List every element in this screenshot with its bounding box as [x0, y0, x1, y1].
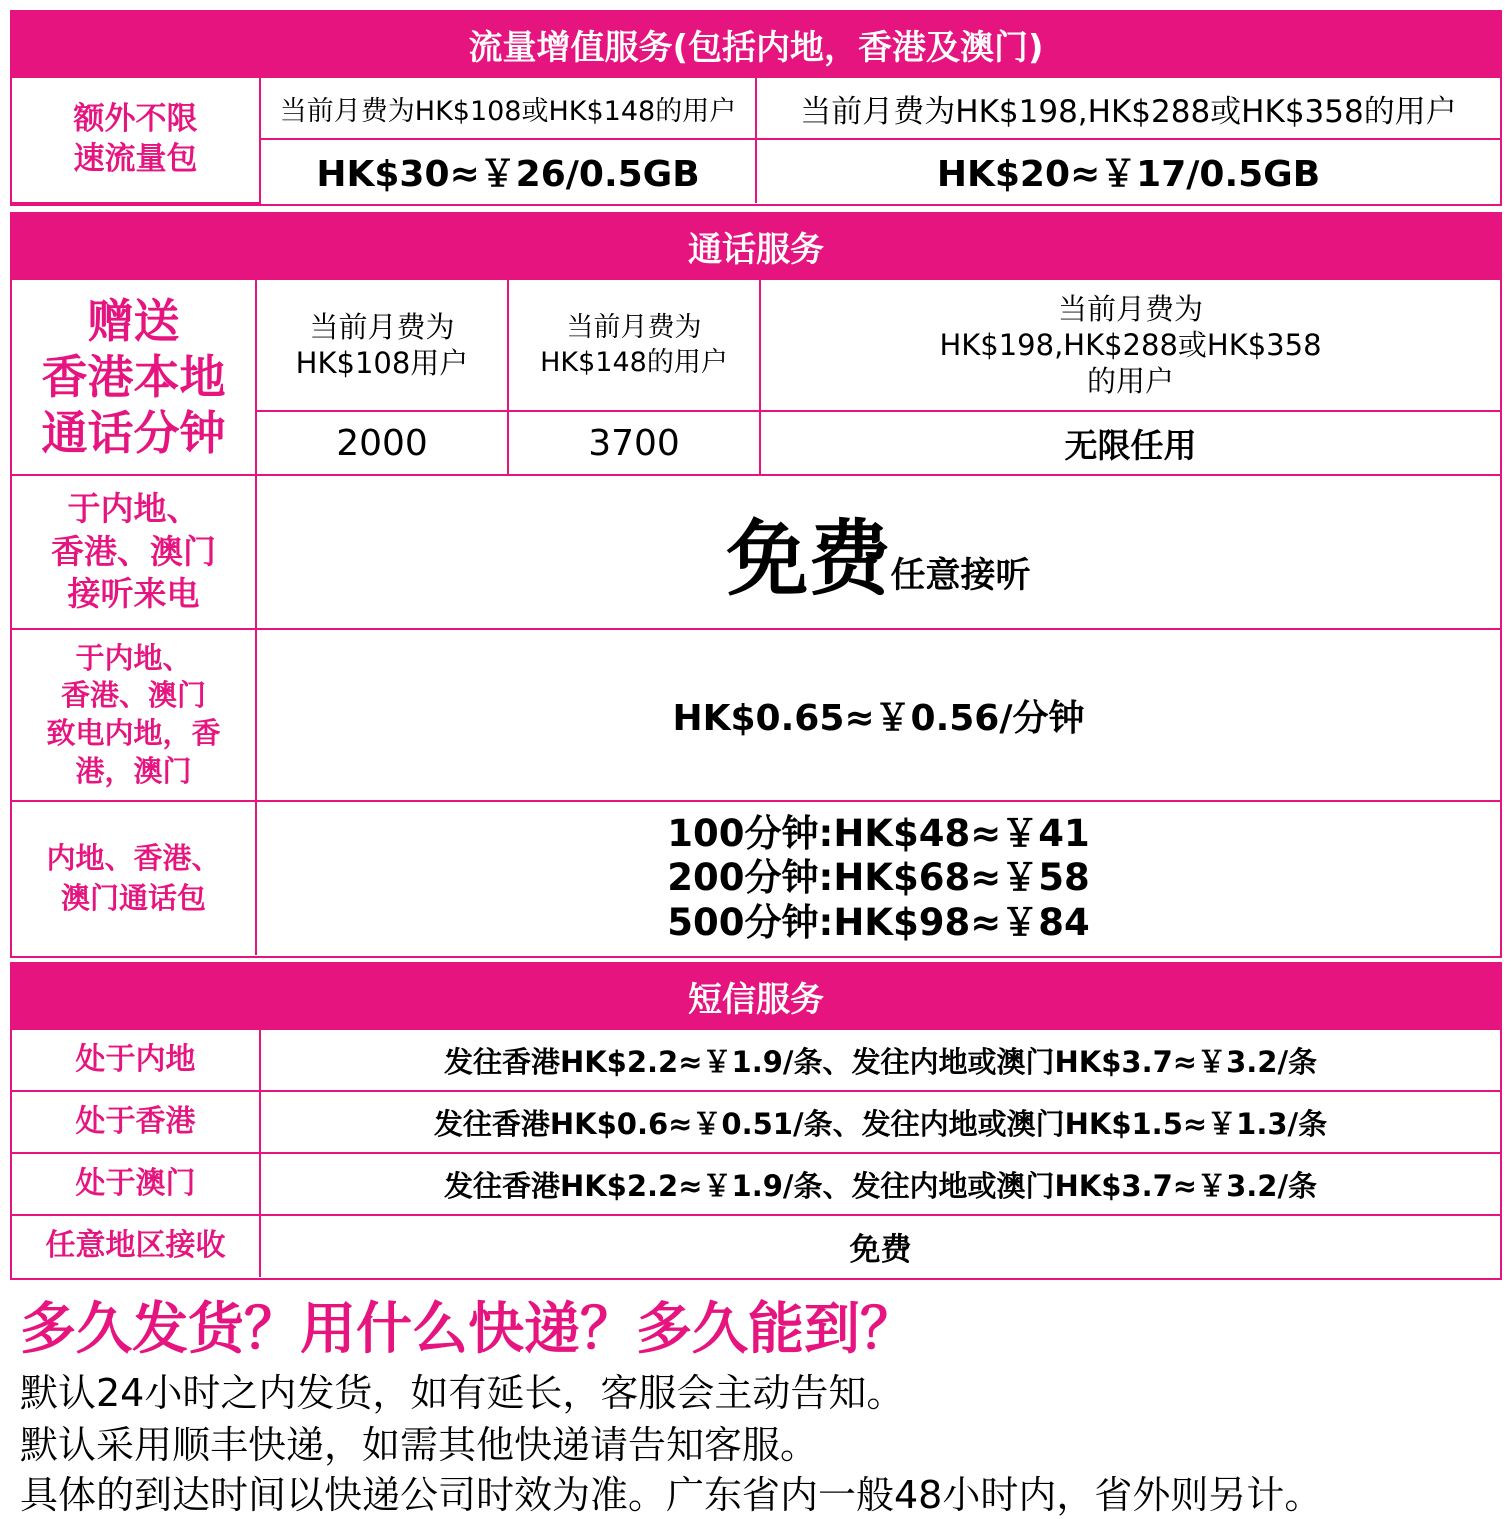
incoming-free-text: 免费: [726, 511, 891, 607]
plan2-header: 当前月费为 HK$148的用户: [508, 279, 760, 411]
plan3-minutes: 无限任用: [760, 411, 1500, 475]
outgoing-calls-rate: HK$0.65≈￥0.56/分钟: [256, 629, 1500, 801]
call-pack-200: 200分钟:HK$68≈￥58: [667, 856, 1090, 900]
sms-row-value: 发往香港HK$0.6≈￥0.51/条、发往内地或澳门HK$1.5≈￥1.3/条: [260, 1091, 1500, 1153]
sms-row-value: 免费: [260, 1215, 1500, 1277]
data-col2-price: HK$20≈￥17/0.5GB: [756, 139, 1500, 203]
call-pack-list: [256, 801, 1500, 955]
free-minutes-label: 赠送 香港本地 通话分钟: [12, 279, 256, 475]
plan3-header: 当前月费为 HK$198,HK$288或HK$358 的用户: [760, 279, 1500, 411]
outgoing-calls-label: 于内地、 香港、澳门 致电内地，香 港，澳门: [12, 629, 256, 801]
plan1-header: 当前月费为 HK$108用户: [256, 279, 508, 411]
call-pack-100: 100分钟:HK$48≈￥41: [667, 811, 1090, 855]
call-pack-label: 内地、香港、 澳门通话包: [12, 801, 256, 955]
incoming-any-text: 任意接听: [890, 555, 1031, 596]
data-service-title: 流量增值服务(包括内地，香港及澳门): [12, 12, 1500, 77]
call-service-table: [10, 212, 1502, 958]
shipping-note-line: 默认24小时之内发货，如有延长，客服会主动告知。: [20, 1371, 905, 1415]
incoming-calls-label: 于内地、 香港、澳门 接听来电: [12, 475, 256, 629]
call-pack-500: 500分钟:HK$98≈￥84: [667, 900, 1090, 944]
data-col2-header: 当前月费为HK$198,HK$288或HK$358的用户: [756, 77, 1500, 139]
incoming-calls-value: [256, 475, 1500, 629]
shipping-faq-heading: 多久发货？用什么快递？多久能到？: [20, 1297, 916, 1362]
call-service-title: 通话服务: [12, 214, 1500, 279]
sms-row-value: 发往香港HK$2.2≈￥1.9/条、发往内地或澳门HK$3.7≈￥3.2/条: [260, 1029, 1500, 1091]
shipping-note-line: 默认采用顺丰快递，如需其他快递请告知客服。: [20, 1423, 819, 1467]
sms-row-value: 发往香港HK$2.2≈￥1.9/条、发往内地或澳门HK$3.7≈￥3.2/条: [260, 1153, 1500, 1215]
shipping-note-line: 具体的到达时间以快递公司时效为准。广东省内一般48小时内，省外则另计。: [20, 1473, 1323, 1517]
sms-row-label: 处于香港: [12, 1091, 260, 1153]
data-col1-header: 当前月费为HK$108或HK$148的用户: [260, 77, 756, 139]
data-service-table: [10, 10, 1502, 206]
plan1-minutes: 2000: [256, 411, 508, 475]
sms-row-label: 处于内地: [12, 1029, 260, 1091]
plan2-minutes: 3700: [508, 411, 760, 475]
data-col1-price: HK$30≈￥26/0.5GB: [260, 139, 756, 203]
sms-row-label: 处于澳门: [12, 1153, 260, 1215]
unlimited-data-label: 额外不限 速流量包: [12, 77, 260, 203]
sms-row-label: 任意地区接收: [12, 1215, 260, 1277]
sms-service-title: 短信服务: [12, 964, 1500, 1029]
sms-service-table: [10, 962, 1502, 1280]
